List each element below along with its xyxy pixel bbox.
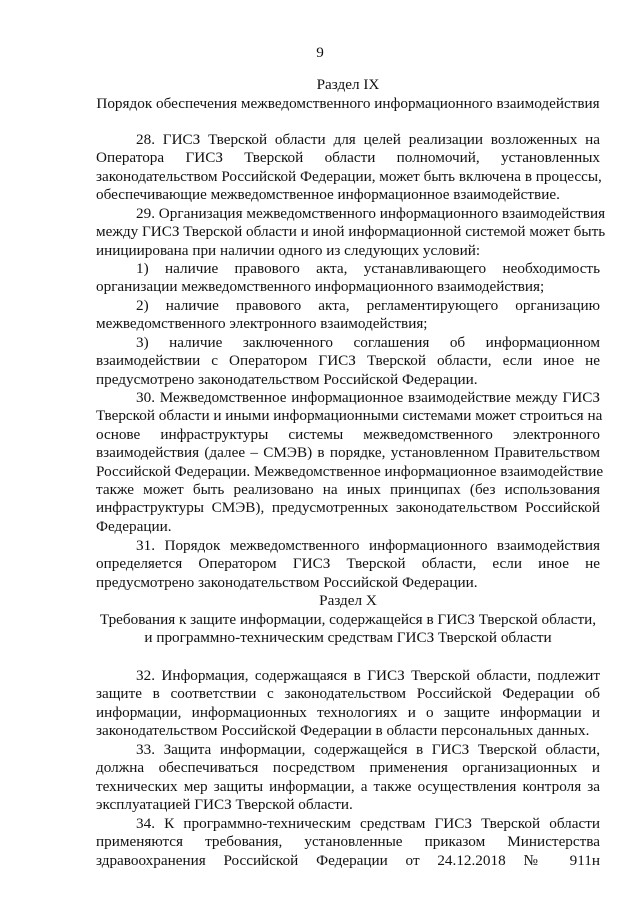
paragraph-line: определяется Оператором ГИСЗ Тверской области, если иное не bbox=[96, 555, 600, 573]
paragraph-33 bbox=[96, 741, 600, 815]
paragraph-line: 30. Межведомственное информационное взаимодействие между ГИСЗ bbox=[136, 389, 600, 406]
paragraph-line: 1) наличие правового акта, устанавливающего необходимость bbox=[136, 260, 600, 277]
paragraph-line: 3) наличие заключенного соглашения об информационном bbox=[136, 334, 600, 351]
paragraph-line: Оператора ГИСЗ Тверской области полномочий, установленных bbox=[96, 149, 600, 167]
paragraph-29 bbox=[96, 205, 606, 260]
paragraph-line: между ГИСЗ Тверской области и иной информационной системой может быть bbox=[96, 223, 606, 241]
paragraph-line: основе инфраструктуры системы межведомственного электронного bbox=[96, 425, 600, 443]
page-number: 9 bbox=[316, 44, 324, 61]
paragraph-32 bbox=[96, 667, 600, 741]
paragraph-line: обеспечивающие межведомственное информационное взаимодействие. bbox=[96, 186, 560, 204]
paragraph-line: взаимодействия (далее – СМЭВ) в порядке, установленном Правительством bbox=[96, 444, 600, 462]
paragraph-line: организации межведомственного информационного взаимодействия; bbox=[96, 278, 545, 296]
paragraph-line: защите в соответствии с законодательством Российской Федерации об bbox=[96, 685, 600, 703]
paragraph-line: 34. К программно-техническим средствам ГИСЗ Тверской области bbox=[136, 815, 600, 832]
paragraph-line: предусмотрено законодательством Российской Федерации. bbox=[96, 573, 478, 591]
paragraph-line: межведомственного электронного взаимодействия; bbox=[96, 315, 428, 333]
paragraph-line: 2) наличие правового акта, регламентирующего организацию bbox=[136, 297, 600, 314]
paragraph-30 bbox=[96, 389, 604, 536]
paragraph-line: инфраструктуры СМЭВ), предусмотренных законодательством Российской bbox=[96, 499, 600, 517]
paragraph-line: 31. Порядок межведомственного информационного взаимодействия bbox=[136, 537, 600, 554]
paragraph-29-item-3 bbox=[96, 334, 600, 389]
paragraph-29-item-2 bbox=[96, 297, 600, 334]
paragraph-28 bbox=[96, 131, 600, 205]
paragraph-line: 32. Информация, содержащаяся в ГИСЗ Тверской области, подлежит bbox=[136, 667, 600, 684]
paragraph-34 bbox=[96, 815, 600, 870]
paragraph-line: 28. ГИСЗ Тверской области для целей реализации возложенных на bbox=[136, 131, 600, 148]
section-9-subtitle: Порядок обеспечения межведомственного информационного взаимодействия bbox=[96, 95, 600, 112]
paragraph-line: законодательством Российской Федерации, может быть включена в процессы, bbox=[96, 167, 602, 185]
paragraph-31 bbox=[96, 537, 600, 592]
paragraph-line: предусмотрено законодательством Российской Федерации. bbox=[96, 370, 478, 388]
paragraph-line: также может быть реализовано на иных принципах (без использования bbox=[96, 481, 600, 499]
section-10-subtitle-line-1: Требования к защите информации, содержащейся в ГИСЗ Тверской области, bbox=[99, 611, 597, 628]
paragraph-line: Федерации. bbox=[96, 517, 172, 535]
paragraph-line: 29. Организация межведомственного информационного взаимодействия bbox=[136, 205, 606, 222]
paragraph-line: информации, информационных технологиях и о защите информации и bbox=[96, 703, 600, 721]
paragraph-line: Российской Федерации. Межведомственное информационное взаимодействие bbox=[96, 462, 604, 480]
section-10-title: Раздел X bbox=[319, 592, 377, 609]
paragraph-line: законодательством Российской Федерации в области персональных данных. bbox=[96, 722, 590, 740]
paragraph-line: здравоохранения Российской Федерации от 24.12.2018 № 911н bbox=[96, 851, 600, 869]
paragraph-line: инициирована при наличии одного из следующих условий: bbox=[96, 241, 481, 259]
paragraph-line: технических мер защиты информации, а также осуществления контроля за bbox=[96, 777, 600, 795]
paragraph-line: эксплуатацией ГИСЗ Тверской области. bbox=[96, 796, 353, 814]
section-10-subtitle-line-2: и программно-техническим средствам ГИСЗ Тверской области bbox=[144, 629, 552, 646]
section-9-title: Раздел IX bbox=[316, 76, 380, 93]
paragraph-line: взаимодействии с Оператором ГИСЗ Тверской области, если иное не bbox=[96, 352, 600, 370]
paragraph-line: 33. Защита информации, содержащейся в ГИСЗ Тверской области, bbox=[136, 741, 600, 758]
paragraph-line: должна обеспечиваться посредством применения организационных и bbox=[96, 759, 600, 777]
paragraph-line: применяются требования, установленные приказом Министерства bbox=[96, 833, 600, 851]
paragraph-29-item-1 bbox=[96, 260, 600, 297]
paragraph-line: Тверской области и иными информационными системами может строиться на bbox=[96, 407, 603, 425]
